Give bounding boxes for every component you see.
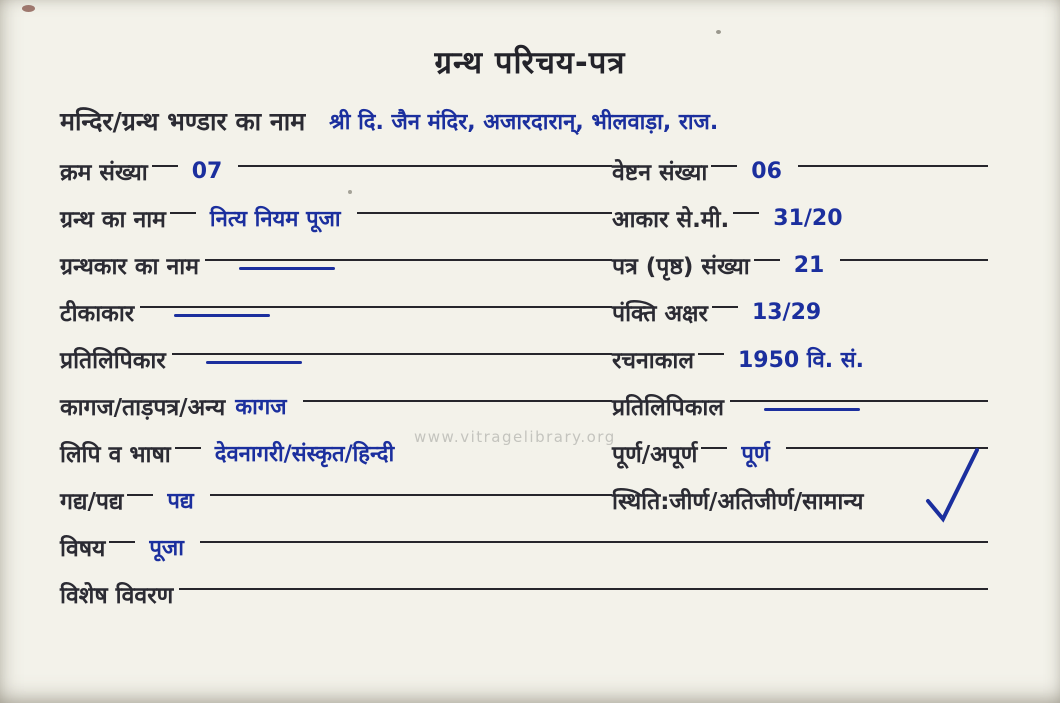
form-row xyxy=(60,195,988,241)
field-label: ग्रन्थ का नाम xyxy=(60,207,166,233)
handwritten-blank-dash xyxy=(206,361,302,364)
field-label: आकार से.मी. xyxy=(612,207,730,233)
rule-line xyxy=(303,400,612,402)
temple-name-row xyxy=(60,96,1000,146)
form-row xyxy=(60,242,988,288)
field-value: नित्य नियम पूजा xyxy=(209,207,341,232)
field-value: कागज xyxy=(235,395,287,420)
field-label: पूर्ण/अपूर्ण xyxy=(612,442,698,468)
scan-artifact xyxy=(716,30,721,34)
checkmark-icon xyxy=(920,445,982,533)
rule-line xyxy=(238,165,612,167)
temple-name-label: मन्दिर/ग्रन्थ भण्डार का नाम xyxy=(60,107,306,136)
field-value: पूजा xyxy=(149,536,184,561)
form-row xyxy=(60,383,988,429)
rule-line xyxy=(175,447,201,449)
field-label: कागज/ताड़पत्र/अन्य xyxy=(60,395,226,421)
rule-line xyxy=(109,541,135,543)
field-value: देवनागरी/संस्कृत/हिन्दी xyxy=(214,442,395,467)
form-title: ग्रन्थ परिचय-पत्र xyxy=(434,45,626,81)
watermark-text: www.vitragelibrary.org xyxy=(414,428,616,446)
rule-line xyxy=(152,165,178,167)
field-value: 31/20 xyxy=(773,205,843,231)
field-label: रचनाकाल xyxy=(612,348,694,374)
rule-line xyxy=(798,165,988,167)
field-value: पूर्ण xyxy=(741,442,770,467)
form-row xyxy=(60,477,988,523)
field-label: टीकाकार xyxy=(60,301,135,327)
rule-line xyxy=(172,353,612,355)
field-label: पत्र (पृष्ठ) संख्या xyxy=(612,254,750,280)
field-label: स्थिति:जीर्ण/अतिजीर्ण/सामान्य xyxy=(612,489,864,515)
rule-line xyxy=(840,259,988,261)
field-label: विशेष विवरण xyxy=(60,583,174,609)
rule-line xyxy=(701,447,727,449)
field-value: पद्य xyxy=(167,489,194,514)
form-row xyxy=(60,148,988,194)
rule-line xyxy=(711,165,737,167)
field-label: वेष्टन संख्या xyxy=(612,160,708,186)
handwritten-blank-dash xyxy=(174,314,270,317)
field-value: 1950 वि. सं. xyxy=(737,348,865,373)
form-row xyxy=(60,336,988,382)
scan-artifact xyxy=(22,5,35,12)
rule-line xyxy=(179,588,988,590)
temple-name-value: श्री दि. जैन मंदिर, अजारदारान्, भीलवाड़ा, राज. xyxy=(329,110,719,135)
field-value: 06 xyxy=(751,158,782,184)
field-label: ग्रन्थकार का नाम xyxy=(60,254,199,280)
field-label: प्रतिलिपिकाल xyxy=(612,395,724,421)
field-label: प्रतिलिपिकार xyxy=(60,348,166,374)
field-value: 13/29 xyxy=(751,299,822,325)
rule-line xyxy=(698,353,724,355)
field-label: गद्य/पद्य xyxy=(60,489,124,515)
field-value: 07 xyxy=(191,158,223,184)
rule-line xyxy=(712,306,738,308)
handwritten-blank-dash xyxy=(239,267,335,270)
rule-line xyxy=(754,259,780,261)
handwritten-blank-dash xyxy=(764,408,860,411)
rule-line xyxy=(730,400,988,402)
form-row xyxy=(60,524,988,570)
form-row xyxy=(60,289,988,335)
rule-line xyxy=(357,212,612,214)
field-label: क्रम संख्या xyxy=(60,160,148,186)
field-label: पंक्ति अक्षर xyxy=(612,301,708,327)
rule-line xyxy=(210,494,612,496)
rule-line xyxy=(127,494,153,496)
rule-line xyxy=(200,541,988,543)
rule-line xyxy=(733,212,759,214)
field-value: 21 xyxy=(793,252,825,278)
rule-line xyxy=(140,306,612,308)
field-label: विषय xyxy=(60,536,106,562)
rule-line xyxy=(205,259,612,261)
form-row xyxy=(60,571,988,617)
field-label: लिपि व भाषा xyxy=(60,442,171,468)
rule-line xyxy=(170,212,196,214)
